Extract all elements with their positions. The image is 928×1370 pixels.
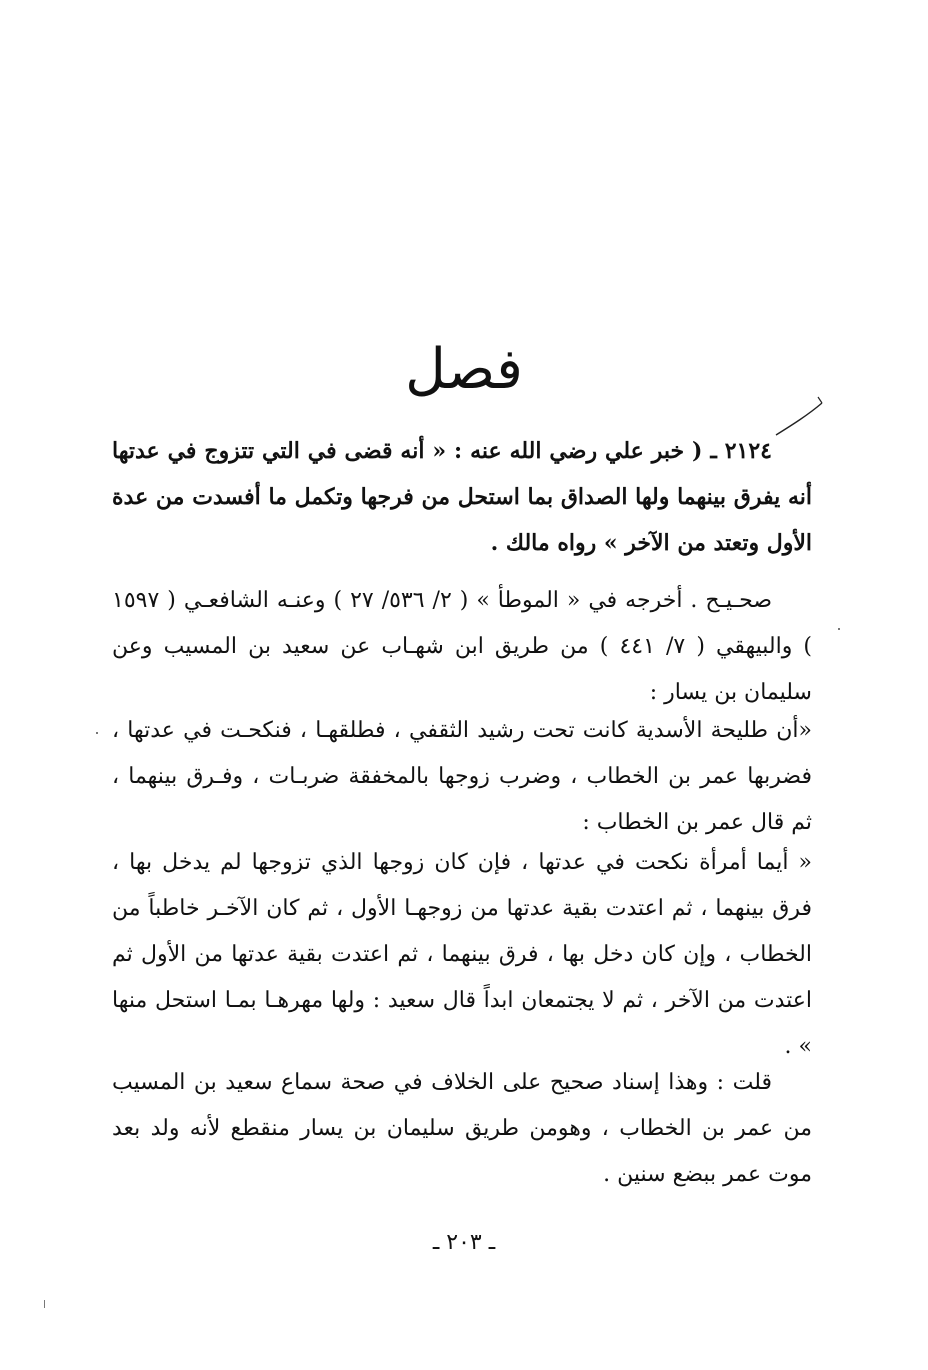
scan-speck [838, 628, 840, 630]
note-text: قلت : وهذا إسناد صحيح على الخلاف في صحة سماع سعيد بن المسيب من عمر بن الخطاب ، وهومن طريق سليمان بن يسار منقطع لأنه ولد بعد موت عمر ببضع سنين . [112, 1070, 812, 1187]
scan-speck [96, 732, 98, 734]
hadith-paragraph [112, 428, 812, 566]
athar-text-2: « أيما أمرأة نكحت في عدتها ، فإن كان زوجها الذي تزوجها لم يدخل بها ، فرق بينهما ، ثم اعتدت بقية عدتها من زوجهـا الأول ، ثم كان الآخـر خاطباً من الخطاب ، وإن كان دخل بها ، فرق بينهما ، ثم اعتدت بقية عدتها من الأول ثم اعتدت من الآخر ، ثم لا يجتمعان ابداً قال سعيد : ولها مهرهـا بمـا استحل منها » . [112, 850, 812, 1059]
takhrij-paragraph [112, 578, 812, 716]
note-paragraph [112, 1060, 812, 1198]
section-heading: فصل [405, 337, 523, 402]
hadith-text: ٢١٢٤ ـ ( خبر علي رضي الله عنه : « أنه قضى في التي تتزوج في عدتها أنه يفرق بينهما ولها الصداق بما استحل من فرجها وتكمل ما أفسدت من عدة الأول وتعتد من الآخر » رواه مالك . [112, 438, 812, 556]
takhrij-text: صحـيـح . أخرجه في « الموطأ » ( ٢/ ٥٣٦/ ٢٧ ) وعنـه الشافعـي ( ١٥٩٧ ) والبيهقي ( ٧/ ٤٤١ ) من طريق ابن شهـاب عن سعيد بن المسيب وعن سليمان بن يسار : [112, 588, 813, 705]
athar-paragraph-1 [112, 708, 812, 846]
scan-speck [44, 1300, 45, 1308]
athar-text-1: «أن طليحة الأسدية كانت تحت رشيد الثقفي ، فطلقهـا ، فنكحـت في عدتها ، فضربها عمر بن الخطاب ، وضرب زوجها بالمخفقة ضربـات ، وفـرق بينهما ، ثم قال عمر بن الخطاب : [112, 718, 812, 835]
athar-paragraph-2 [112, 840, 812, 1070]
page-number: ـ ٢٠٣ ـ [432, 1230, 496, 1255]
